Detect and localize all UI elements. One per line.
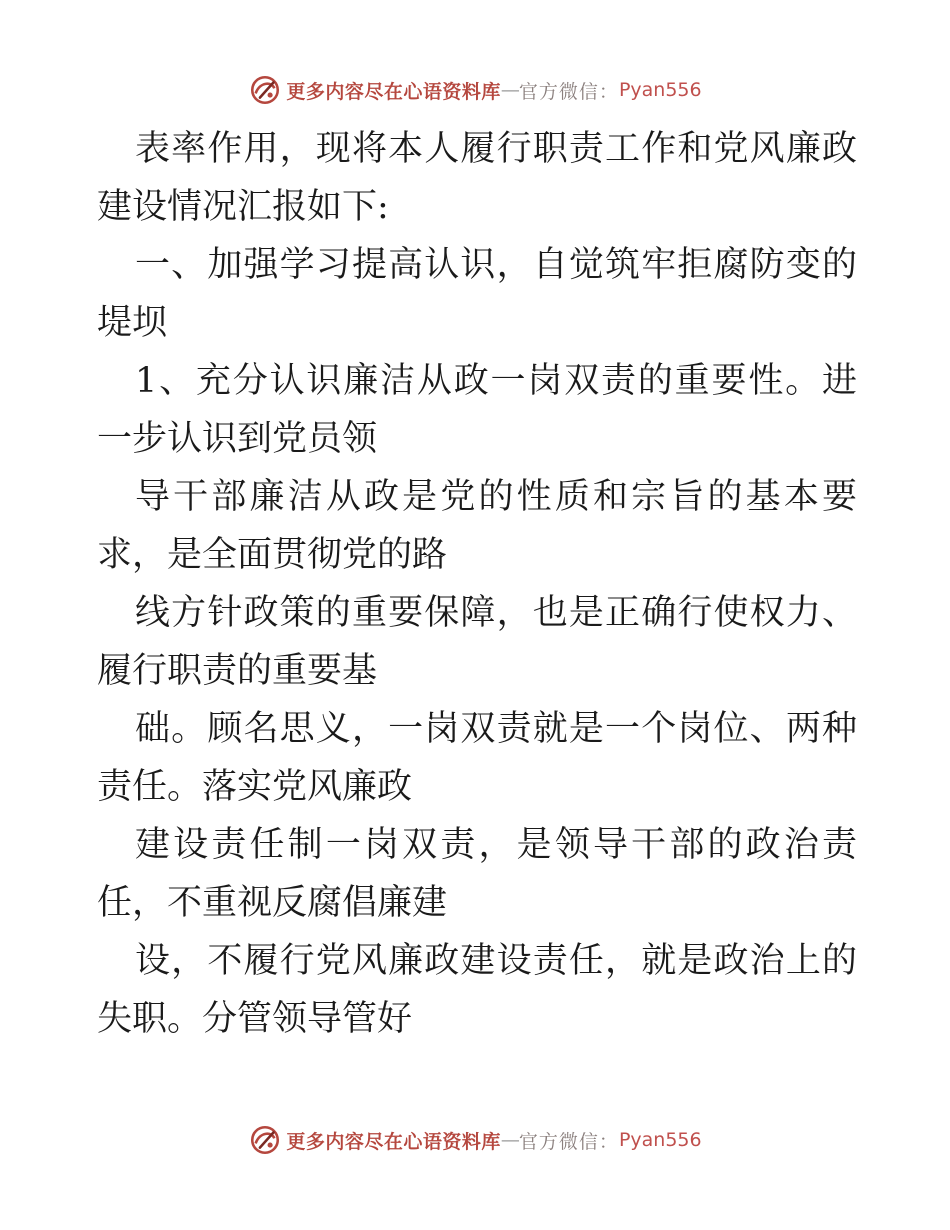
section-heading: 一、加强学习提高认识，自觉筑牢拒腐防变的堤坝 — [97, 245, 857, 343]
document-body — [97, 120, 857, 1048]
banner-sub-text: 官方微信： — [518, 1130, 619, 1153]
paragraph: 1、充分认识廉洁从政一岗双责的重要性。进一步认识到党员领 — [97, 361, 857, 459]
header-banner — [0, 70, 950, 110]
banner-main-text: 更多内容尽在心语资料库 — [286, 1130, 501, 1153]
paragraph: 导干部廉洁从政是党的性质和宗旨的基本要求，是全面贯彻党的路 — [97, 477, 857, 575]
paragraph: 建设责任制一岗双责，是领导干部的政治责任，不重视反腐倡廉建 — [97, 825, 857, 923]
footer-banner — [0, 1120, 950, 1160]
banner-sub-text: 官方微信： — [518, 80, 619, 103]
banner-main-text: 更多内容尽在心语资料库 — [286, 80, 501, 103]
paragraph: 表率作用，现将本人履行职责工作和党风廉政建设情况汇报如下: — [97, 129, 857, 227]
paragraph: 线方针政策的重要保障，也是正确行使权力、履行职责的重要基 — [97, 593, 857, 691]
paragraph: 设，不履行党风廉政建设责任，就是政治上的失职。分管领导管好 — [97, 941, 857, 1039]
red-swirl-logo-icon — [248, 73, 282, 107]
banner-account-id: Pyan556 — [618, 1129, 702, 1151]
paragraph: 础。顾名思义，一岗双责就是一个岗位、两种责任。落实党风廉政 — [97, 709, 857, 807]
banner-account-id: Pyan556 — [618, 79, 702, 101]
banner-separator: — — [500, 79, 519, 101]
red-swirl-logo-icon — [248, 1123, 282, 1157]
banner-separator: — — [500, 1129, 519, 1151]
